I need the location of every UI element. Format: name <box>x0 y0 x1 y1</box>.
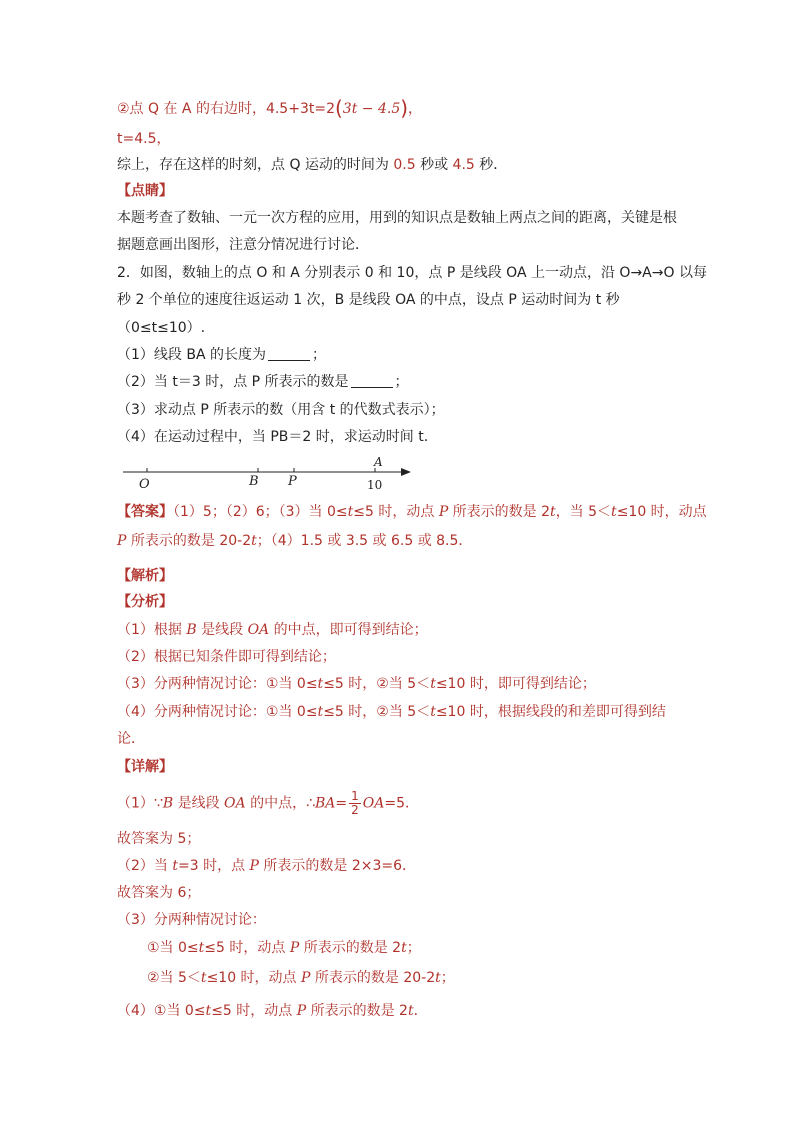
detail-line-3: （2）当 t=3 时，点 P 所表示的数是 2×3=6． <box>117 858 417 874</box>
tip-line-2: 据题意画出图形，注意分情况进行讨论． <box>117 237 369 253</box>
detail-line-5: （3）分两种情况讨论： <box>117 912 266 928</box>
answer-blank-1 <box>268 346 310 361</box>
analysis-heading: 【解析】 <box>117 568 173 584</box>
problem-line-2: 秒 2 个单位的速度往返运动 1 次，B 是线段 OA 的中点，设点 P 运动时间为 t 秒 <box>117 292 620 308</box>
number-line-figure <box>117 452 417 494</box>
detail-line-4: 故答案为 6； <box>117 885 201 901</box>
question-2: （2）当 t＝3 时，点 P 所表示的数是 ； <box>117 374 409 390</box>
problem-line-1: 2．如图，数轴上的点 O 和 A 分别表示 0 和 10，点 P 是线段 OA 上一动点，沿 O→A→O 以每 <box>117 265 707 281</box>
analysis-subheading: 【分析】 <box>117 594 173 610</box>
prev-line-2: t=4.5， <box>117 131 171 147</box>
detail-line-6: ①当 0≤t≤5 时，动点 P 所表示的数是 2t； <box>147 940 421 956</box>
analysis-step-4: （4）分两种情况讨论：①当 0≤t≤5 时，②当 5＜t≤10 时，根据线段的和差即可得到结 <box>117 704 666 720</box>
detail-line-7: ②当 5＜t≤10 时，动点 P 所表示的数是 20-2t； <box>147 970 455 986</box>
detail-heading: 【详解】 <box>117 759 173 775</box>
answer-blank-2 <box>351 373 393 388</box>
label-o: O <box>139 477 150 492</box>
label-10: 10 <box>367 478 383 492</box>
detail-line-1: （1）∵B 是线段 OA 的中点，∴BA= $\frac{1}{2}$ OA=5． <box>117 789 419 817</box>
label-a: A <box>374 455 383 469</box>
analysis-step-1: （1）根据 B 是线段 OA 的中点，即可得到结论； <box>117 622 428 638</box>
answer-line-1: 【答案】（1）5；（2）6；（3）当 0≤t≤5 时，动点 P 所表示的数是 2t，当 5＜t≤10 时，动点 <box>117 504 707 520</box>
prev-line-3: 综上，存在这样的时刻，点 Q 运动的时间为 0.5 秒或 4.5 秒． <box>117 157 508 173</box>
tip-line-1: 本题考查了数轴、一元一次方程的应用，用到的知识点是数轴上两点之间的距离，关键是根 <box>117 210 677 226</box>
question-1: （1）线段 BA 的长度为 ； <box>117 347 326 363</box>
tip-heading: 【点睛】 <box>117 183 173 199</box>
fraction-half: $\frac{1}{2}$ <box>351 789 359 817</box>
label-p: P <box>288 474 297 489</box>
question-3: （3）求动点 P 所表示的数（用含 t 的代数式表示）； <box>117 402 445 418</box>
axis-arrow-icon <box>401 468 411 476</box>
label-b: B <box>249 474 259 489</box>
answer-line-2: P 所表示的数是 20-2t；（4）1.5 或 3.5 或 6.5 或 8.5． <box>117 533 473 549</box>
problem-line-3: （0≤t≤10）. <box>117 320 206 336</box>
analysis-step-4-cont: 论． <box>117 731 145 747</box>
detail-line-2: 故答案为 5； <box>117 831 201 847</box>
detail-line-8: （4）①当 0≤t≤5 时，动点 P 所表示的数是 2t． <box>117 1003 428 1019</box>
prev-line-1: ②点 Q 在 A 的右边时，4.5+3t=2(3t − 4.5)， <box>117 96 423 120</box>
question-4: （4）在运动过程中，当 PB＝2 时，求运动时间 t. <box>117 429 429 445</box>
analysis-step-3: （3）分两种情况讨论：①当 0≤t≤5 时，②当 5＜t≤10 时，即可得到结论； <box>117 676 596 692</box>
analysis-step-2: （2）根据已知条件即可得到结论； <box>117 649 336 665</box>
